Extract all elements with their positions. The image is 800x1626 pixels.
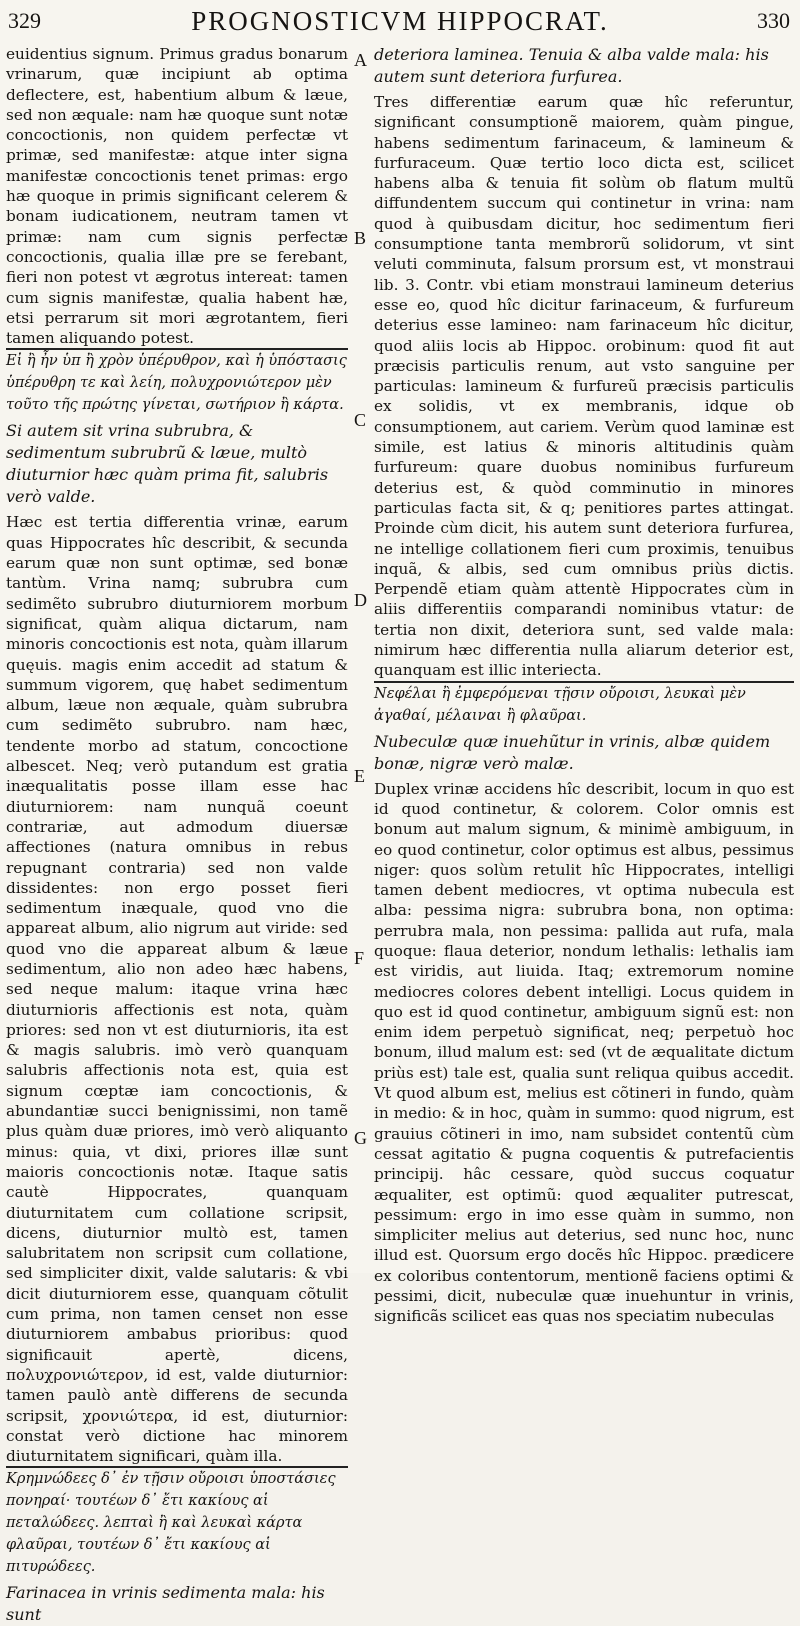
latin-lemma-3: Nubeculæ quæ inuehũtur in vrinis, albæ quidem bonæ, nigræ verò malæ. bbox=[374, 731, 771, 773]
margin-letter-a: A bbox=[354, 50, 367, 70]
left-paragraph-1: euidentius signum. Primus gradus bonarum vrinarum, quæ incipiunt ab optima deflectere, est, habentium album & læue, sed non æquale: nam hæ quoque sunt notæ concoctionis, non quidem perfectæ vt primæ, sed manifestæ: atque inter signa manifestæ concoctionis tenet primas: ergo hæ quoque in primis significant celerem & bonam iudicationem, neutram tamen vt primæ: nam cum signis perfectæ concoctionis, qualia illæ pre se ferebant, fieri non potest vt ægrotus intereat: tamen cum signis manifestæ, qualia habent hæ, etsi perrarum sit mori ægrotantem, fieri tamen aliquando potest. bbox=[6, 45, 348, 348]
margin-letter-d: D bbox=[354, 590, 367, 610]
right-column bbox=[374, 44, 794, 1326]
margin-letter-e: E bbox=[354, 766, 365, 786]
running-head bbox=[0, 6, 800, 44]
margin-letters bbox=[350, 0, 374, 1273]
margin-letter-g: G bbox=[354, 1128, 367, 1148]
left-paragraph-2: Hæc est tertia differentia vrinæ, earum quas Hippocrates hîc describit, & secunda earum quæ non sunt optimæ, sed bonæ tantùm. Vrina namq; subrubra cum sedimẽto subrubro diuturniorem morbum significat, quàm aliqua dictarum, nam minoris concoctionis est nota, quàm illarum quęuis. magis enim accedit ad statum & summum vigorem, quę habet sedimentum album, læue non æquale, quàm subrubra cum sedimẽto subrubro. nam hæc, tendente morbo ad statum, concoctione albescet. Neq; verò putandum est gratia inæqualitatis posse illam esse hac diuturniorem: nam nunquã coeunt contrariæ, aut admodum diuersæ affectiones (natura omnibus in rebus repugnant contraria) sed non valde dissidentes: non ergo posset fieri sedimentum inæquale, quod vno die appareat album, alio nigrum aut viride: sed quod vno die appareat album & læue sedimentum, alio non adeo hæc habens, sed neque malum: itaque vrina hæc diuturnioris affectionis est nota, quàm priores: sed non vt est diuturnioris, ita est & magis salubris. imò verò quanquam salubris affectionis nota est, quia est signum cœptæ iam concoctionis, & abundantiæ succi benignissimi, non tamẽ plus quàm duæ priores, imò verò aliquanto minus: quia, vt dixi, priores illæ sunt maioris concoctionis notæ. Itaque satis cautè Hippocrates, quanquam diuturnitatem cum collatione scripsit, dicens, diuturnior multò est, tamen salubritatem non scripsit cum collatione, sed simpliciter dixit, valde salutaris: & vbi dicit diuturniorem esse, quanquam cõtulit cum prima, non tamen censet non esse diuturniorem ambabus prioribus: quod significauit apertè, dicens, πολυχρονιώτερον, id est, valde diuturnior: tamen paulò antè differens de secunda scripsit, χρονιώτερα, id est, diuturnior: constat verò dictione hac minorem diuturnitatem significari, quàm illa. bbox=[6, 513, 348, 1466]
margin-letter-f: F bbox=[354, 948, 365, 968]
greek-lemma-3: Νεφέλαι ἢ ἐμφερόμεναι τῇσιν οὔροισι, λευκαὶ μὲν ἀγαθαί, μέλαιναι ἢ φλαῦραι. bbox=[374, 685, 746, 724]
margin-letter-c: C bbox=[354, 410, 367, 430]
page-number-right: 330 bbox=[757, 8, 790, 33]
latin-lemma-continued: deteriora laminea. Tenuia & alba valde mala: his autem sunt deteriora furfurea. bbox=[374, 45, 769, 86]
left-column bbox=[6, 44, 348, 1625]
margin-letter-b: B bbox=[354, 228, 367, 248]
latin-lemma-1: Si autem sit vrina subrubra, & sedimentum subrubrũ & læue, multò diuturnior hæc quàm prima fit, salubris verò valde. bbox=[6, 421, 329, 507]
greek-lemma-2: Κρημνώδεες δ᾽ ἐν τῇσιν οὔροισι ὑποστάσιες πονηραί· τουτέων δ᾽ ἔτι κακίους αἱ πεταλώδεες. λεπταὶ ἢ καὶ λευκαὶ κάρτα φλαῦραι, τουτέων δ᾽ ἔτι κακίους αἱ πιτυρώδεες. bbox=[6, 1471, 336, 1576]
right-paragraph-1: Tres differentiæ earum quæ hîc referuntur, significant consumptionẽ maiorem, quàm pingue, habens sedimentum farinaceum, & lamineum & furfuraceum. Quæ tertio loco dicta est, scilicet habens alba & tenuia fit solùm ob flatum multũ diffundentem succum qui continetur in vrina: nam quod à quibusdam dicitur, hoc sedimentum fieri consumptione tanta membrorũ solidorum, vt sint veluti comminuta, falsum prorsum est, vt monstraui lib. 3. Contr. vbi etiam monstraui lamineum deterius esse eo, quod hîc dicitur farinaceum, & furfureum deterius esse lamineo: nam farinaceum hîc dicitur, quod aliis locis ab Hippoc. orobinum: quod fit aut præcisis particulis renum, aut vsto sanguine per particulas: lamineum & furfureũ præcisis particulis ex solidis, vt ex membranis, idque ob consumptionem, aut cariem. Verùm quod laminæ est simile, est latius & minoris altitudinis quàm furfureum: quare duobus nominibus furfureum deterius est, & quòd comminutio in minores particulas facta sit, & q; penitiores partes attingat. Proinde cùm dicit, his autem sunt deteriora furfurea, ne intellige collationem fieri cum proximis, tenuibus inquã, & albis, sed cum omnibus priùs dictis. Perpendẽ etiam quàm attentè Hippocrates cùm in aliis differentiis comparandi nominibus vtatur: de tertia non dixit, deteriora sunt, sed valde mala: nimirum hæc differentia nulla aliarum deterior est, quanquam est illic interiecta. bbox=[374, 93, 794, 680]
latin-lemma-2: Farinacea in vrinis sedimenta mala: his sunt bbox=[6, 1583, 325, 1625]
page-number-left: 329 bbox=[8, 8, 41, 33]
running-title: PROGNOSTICVM HIPPOCRAT. bbox=[191, 6, 609, 36]
right-paragraph-2: Duplex vrinæ accidens hîc describit, locum in quo est id quod continetur, & colorem. Color omnis est bonum aut malum signum, & minimè ambiguum, in eo quod continetur, color optimus est albus, pessimus niger: quos solùm retulit hîc Hippocrates, intelligi tamen debent mediocres, vt optima nubecula est alba: pessima nigra: subrubra bona, non optima: perrubra mala, non pessima: pallida aut rufa, mala quoque: flaua deterior, nondum lethalis: lethalis iam est viridis, aut liuida. Itaq; extremorum nomine mediocres colores debent intelligi. Locus quidem in quo est id quod continetur, ambiguum signũ est: non enim idem perpetuò significat, neq; perpetuò hoc bonum, illud malum est: sed (vt de æqualitate dictum priùs est) tale est, qualia sunt reliqua quibus accedit. Vt quod album est, melius est cõtineri in fundo, quàm in medio: & in hoc, quàm in summo: quod nigrum, est grauius cõtineri in imo, nam subsidet contentũ cùm cessat agitatio & pugna coquentis & putrefacientis principij. hâc cessare, quòd succus coquatur æqualiter, est optimũ: quod æqualiter putrescat, pessimum: ergo in imo esse quàm in summo, non simpliciter melius aut deterius, sed nunc hoc, nunc illud est. Quorsum ergo docẽs hîc Hippoc. prædicere ex coloribus contentorum, mentionẽ faciens optimi & pessimi, dicit, nubeculæ quæ inuehuntur in vrinis, significãs scilicet eas quas nos speciatim nubeculas bbox=[374, 779, 794, 1326]
greek-lemma-1: Εἰ ἢ ἦν ὑπ ἢ χρὸν ὑπέρυθρον, καὶ ἡ ὑπόστασις ὑπέρυθρη τε καὶ λείη, πολυχρονιώτερον μὲν τοῦτο τῆς πρώτης γίνεται, σωτήριον ἢ κάρτα. bbox=[6, 353, 347, 414]
